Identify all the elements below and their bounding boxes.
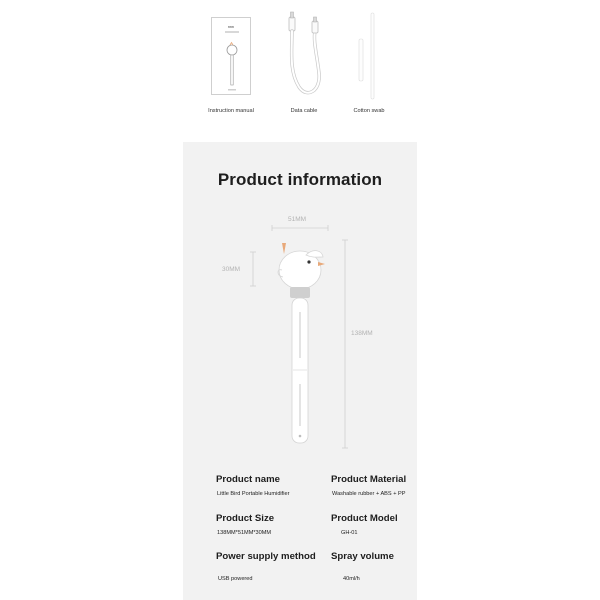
spec-label-power-supply: Power supply method — [216, 551, 316, 562]
page-title: Product information — [217, 170, 383, 189]
dimension-width: 51MM — [288, 216, 307, 223]
accessory-label-manual: Instruction manual — [208, 108, 254, 114]
accessory-label-cable: Data cable — [290, 108, 318, 114]
spec-value-spray-volume: 40ml/h — [343, 576, 360, 582]
spec-value-product-size: 138MM*51MM*30MM — [217, 530, 272, 536]
spec-value-product-model: GH-01 — [341, 530, 358, 536]
spec-value-product-name: Little Bird Portable Humidifier — [217, 491, 290, 497]
spec-label-spray-volume: Spray volume — [331, 551, 394, 562]
spec-label-product-size: Product Size — [216, 513, 275, 524]
spec-label-product-material: Product Material — [331, 474, 407, 485]
spec-label-product-model: Product Model — [331, 513, 398, 524]
dimension-height: 138MM — [351, 330, 373, 337]
spec-value-product-material: Washable rubber + ABS + PP — [332, 491, 406, 497]
manual-brand: BBB — [227, 25, 234, 29]
accessory-label-swab: Cotton swab — [353, 108, 385, 114]
spec-value-power-supply: USB powered — [218, 576, 253, 582]
spec-label-product-name: Product name — [216, 474, 280, 485]
dimension-depth: 30MM — [222, 266, 241, 273]
